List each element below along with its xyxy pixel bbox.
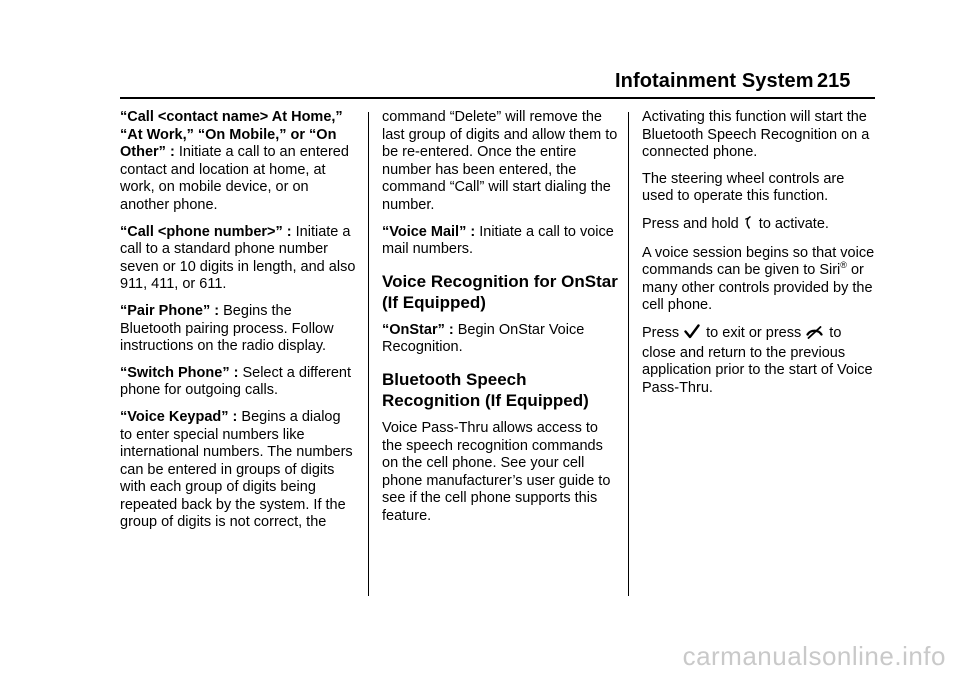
command-description: Initiate a call to a standard phone number seven or 10 digits in length, and also 911, 411, or 611. xyxy=(120,223,356,293)
command-term: “Call <phone number>” : xyxy=(120,223,292,240)
command-term: “OnStar” : xyxy=(382,321,454,338)
body-text: Press xyxy=(642,324,680,341)
end-call-icon xyxy=(806,326,823,345)
column-3 xyxy=(642,109,878,406)
section-title: Infotainment System xyxy=(615,70,814,92)
command-description: Begins the Bluetooth pairing process. Follow instructions on the radio display. xyxy=(120,302,334,355)
paragraph xyxy=(120,303,356,356)
column-2 xyxy=(382,109,618,535)
column-1 xyxy=(120,109,356,541)
steering-wheel-talk-icon xyxy=(744,215,753,236)
command-description: Begin OnStar Voice Recognition. xyxy=(382,321,585,356)
watermark: carmanualsonline.info xyxy=(682,641,946,671)
column-divider xyxy=(368,112,369,596)
body-text: A voice session begins so that voice commands can be given to Siri xyxy=(642,244,875,279)
paragraph xyxy=(642,109,878,162)
command-description: Initiate a call to voice mail numbers. xyxy=(382,223,614,258)
body-text: The steering wheel controls are used to operate this function. xyxy=(642,170,845,205)
body-text: or many other controls provided by the cell phone. xyxy=(642,262,873,314)
body-text: to close and return to the previous application prior to the start of Voice Pass-Thru. xyxy=(642,324,873,396)
paragraph xyxy=(642,245,878,315)
body-text: to exit or press xyxy=(706,324,802,341)
paragraph xyxy=(382,109,618,215)
command-term: “Voice Mail” : xyxy=(382,223,476,240)
body-text: Voice Pass-Thru allows access to the speech recognition commands on the cell phone. See your cell phone manufacturer’s user guide to see if the cell phone supports this feature. xyxy=(382,419,611,524)
command-description: Select a different phone for outgoing calls. xyxy=(120,364,352,399)
column-divider xyxy=(628,112,629,596)
section-heading: Voice Recognition for OnStar (If Equipped) xyxy=(382,271,618,312)
command-description: Begins a dialog to enter special numbers like international numbers. The numbers can be entered in groups of digits with each group of digits being repeated back by the system. If the group of digits is not correct, the xyxy=(120,408,353,531)
command-term: “Pair Phone” : xyxy=(120,302,220,319)
command-term: “Voice Keypad” : xyxy=(120,408,238,425)
section-heading: Bluetooth Speech Recognition (If Equipped) xyxy=(382,369,589,410)
command-description: Initiate a call to an entered contact and location at home, at work, on mobile device, or on another phone. xyxy=(120,144,349,213)
body-text: to activate. xyxy=(758,215,829,232)
body-text: Press and hold xyxy=(642,215,739,232)
paragraph xyxy=(382,322,618,357)
registered-mark: ® xyxy=(840,260,847,271)
paragraph xyxy=(120,109,356,215)
command-term: “Switch Phone” : xyxy=(120,364,239,381)
paragraph xyxy=(120,365,356,400)
paragraph xyxy=(382,420,618,526)
page-number: 215 xyxy=(817,70,851,92)
paragraph xyxy=(642,215,878,236)
body-text: Activating this function will start the Bluetooth Speech Recognition on a connected phone. xyxy=(642,109,870,161)
header-rule xyxy=(120,97,875,99)
paragraph xyxy=(382,224,618,259)
paragraph xyxy=(120,409,356,532)
page-header xyxy=(0,0,960,100)
body-text: command “Delete” will remove the last group of digits and allow them to be re-entered. Once the entire number has been entered, the command “Call” will start dialing the number. xyxy=(382,109,618,213)
checkmark-icon xyxy=(684,324,700,345)
command-term: “Call <contact name> At Home,” “At Work,” “On Mobile,” or “On Other” : xyxy=(120,109,343,161)
paragraph xyxy=(120,224,356,294)
paragraph xyxy=(642,171,878,206)
paragraph xyxy=(642,324,878,397)
